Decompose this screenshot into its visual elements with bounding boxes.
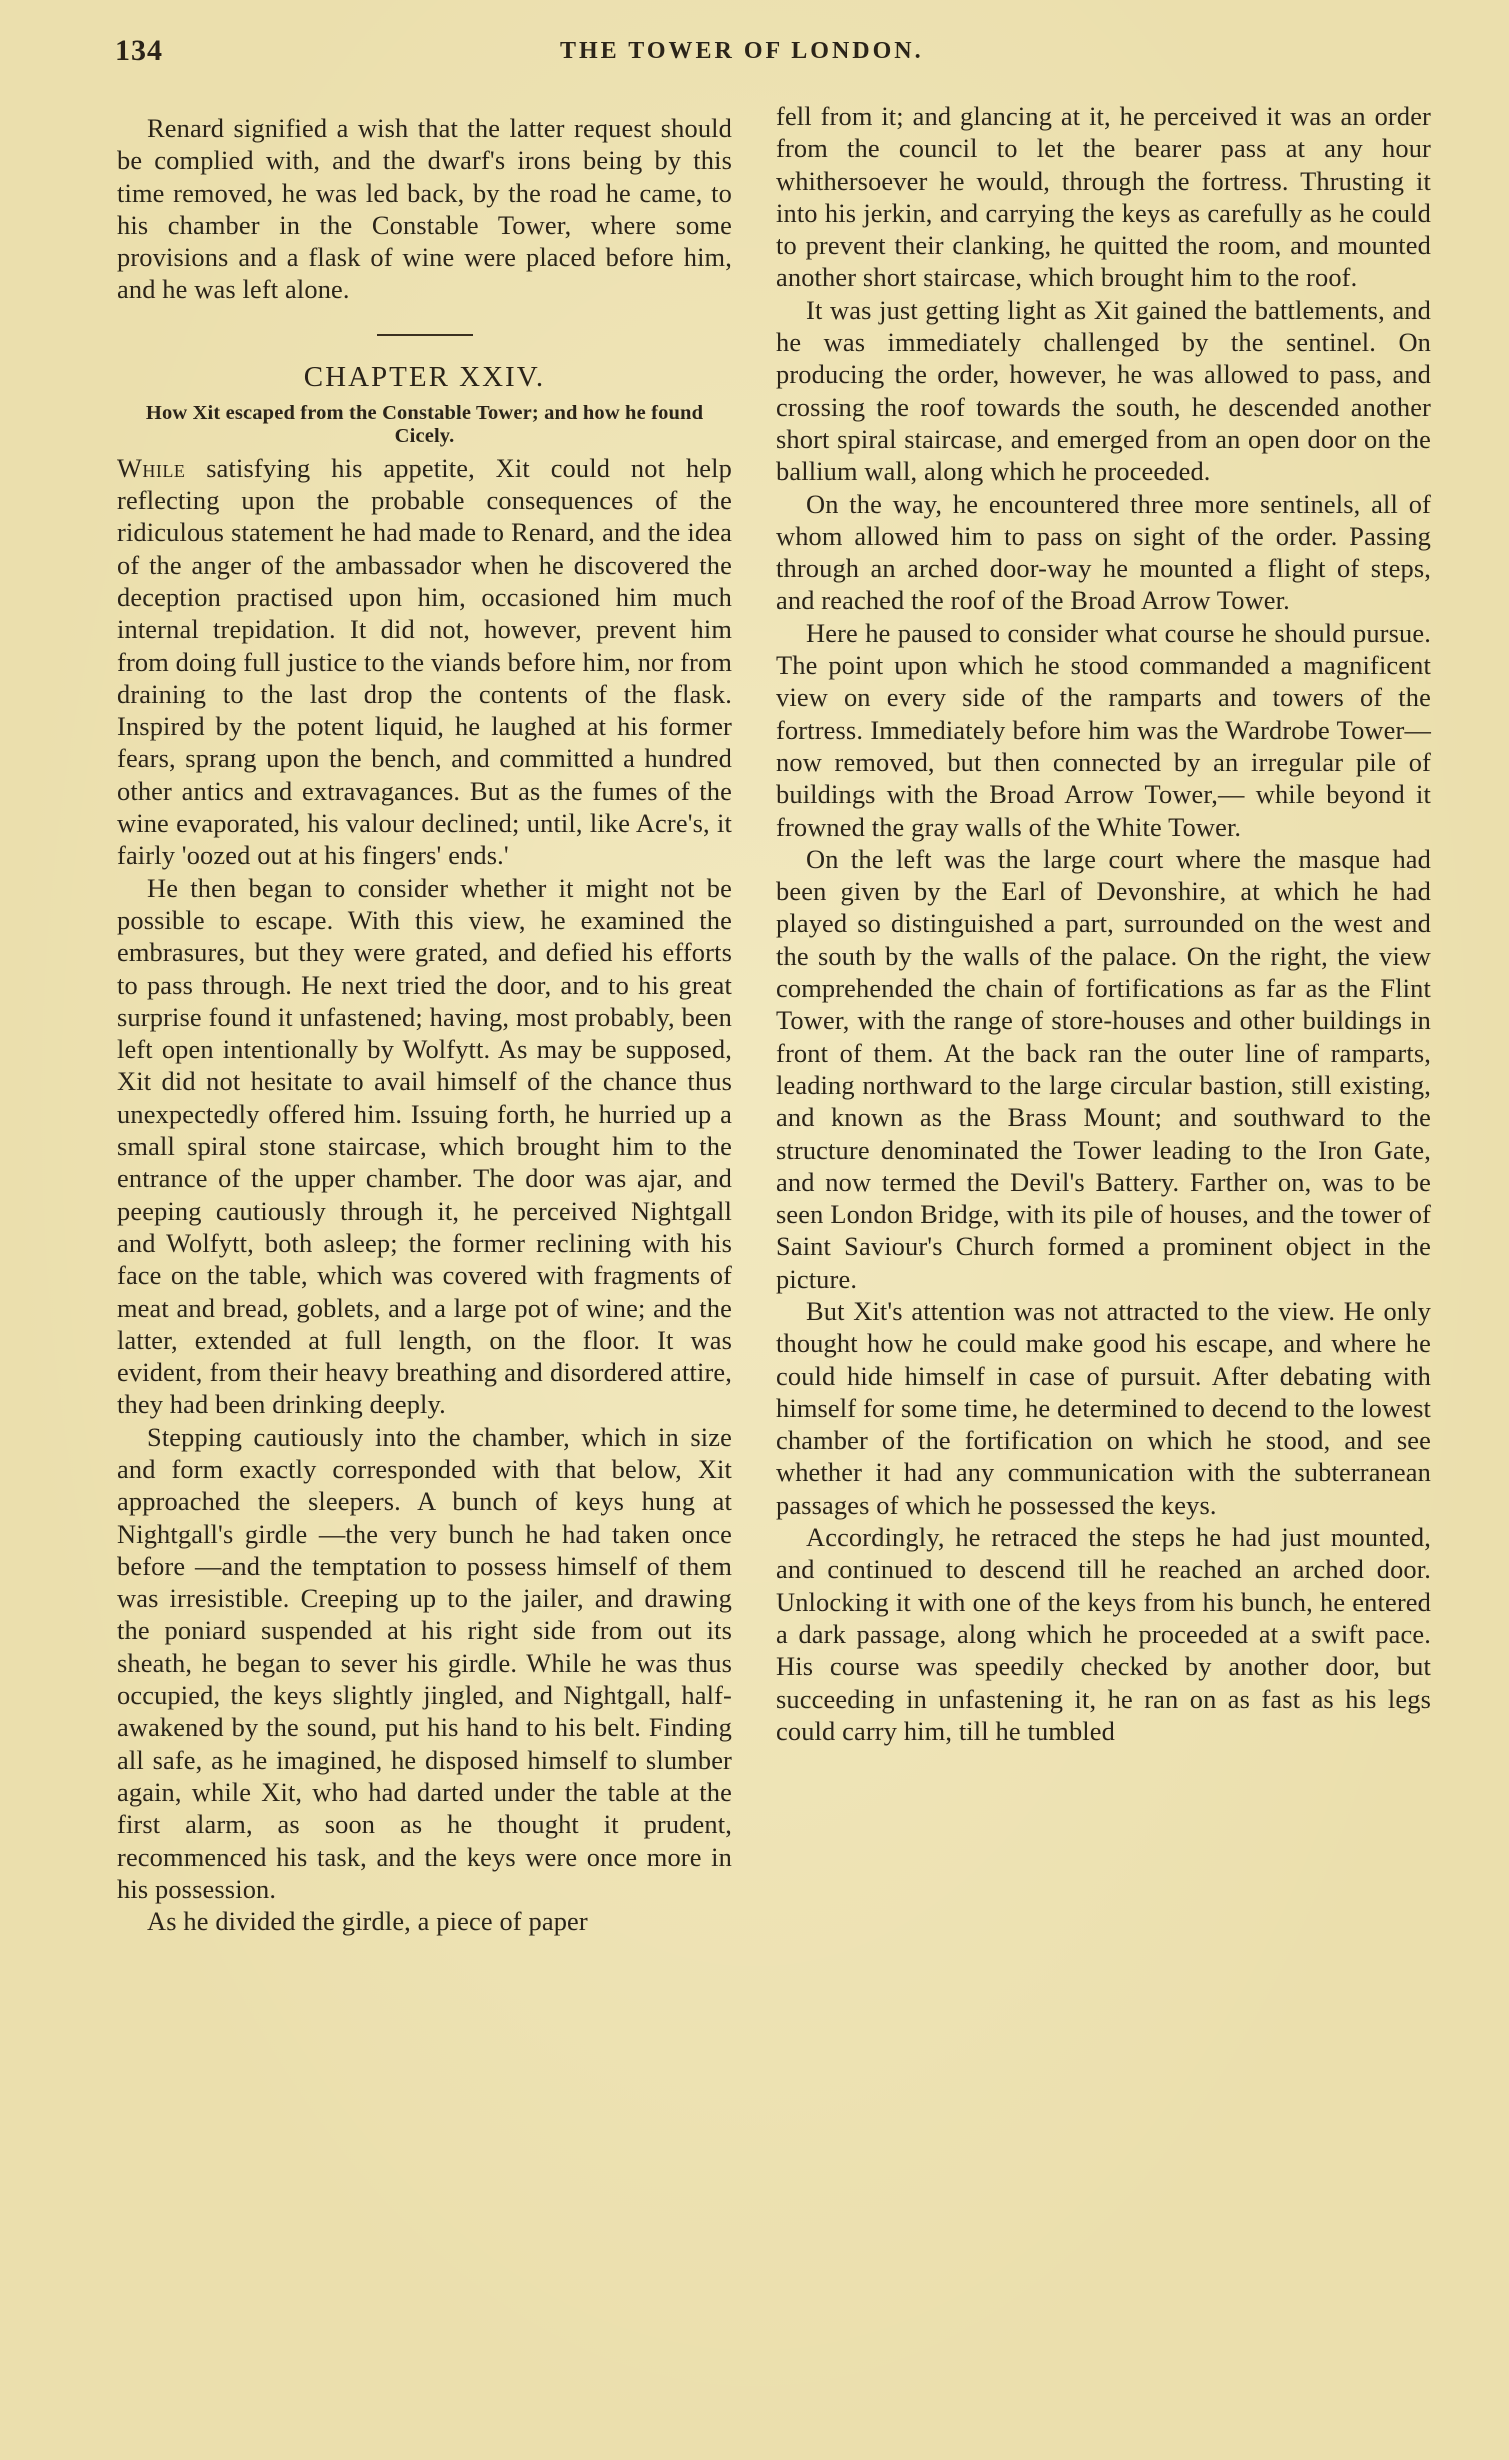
page-number: 134 [115,34,163,67]
left-column [117,112,732,1937]
running-head: THE TOWER OF LONDON. [560,38,924,64]
paragraph: It was just getting light as Xit gained the battlements, and he was immediately challenged by the sentinel. On producing the order, however, he was allowed to pass, and crossing the roof towards the south, he descended another short spiral staircase, and emerged from an open door on the ballium wall, along which he proceeded. [776,294,1431,487]
paragraph: He then began to consider whether it might not be possible to escape. With this view, he examined the embrasures, but they were grated, and defied his efforts to pass through. He next tried the door, and to his great surprise found it unfastened; having, most probably, been left open intentionally by Wolfytt. As may be supposed, Xit did not hesitate to avail himself of the chance thus unexpectedly offered him. Issuing forth, he hurried up a small spiral stone staircase, which brought him to the entrance of the upper chamber. The door was ajar, and peeping cautiously through it, he perceived Nightgall and Wolfytt, both asleep; the former reclining with his face on the table, which was covered with fragments of meat and bread, goblets, and a large pot of wine; and the latter, extended at full length, on the floor. It was evident, from their heavy breathing and disordered attire, they had been drinking deeply. [117,872,732,1420]
paragraph: On the way, he encountered three more sentinels, all of whom allowed him to pass on sight of the order. Passing through an arched door-way he mounted a flight of steps, and reached the roof of the Broad Arrow Tower. [776,488,1431,616]
chapter-first-paragraph [117,452,732,872]
right-column [776,100,1431,1747]
opening-paragraph: Renard signified a wish that the latter request should be complied with, and the dwarf's irons being by this time removed, he was led back, by the road he came, to his chamber in the Constable Tower, where some provisions and a flask of wine were placed before him, and he was left alone. [117,113,732,305]
paragraph: Accordingly, he retraced the steps he had just mounted, and continued to descend till he reached an arched door. Unlocking it with one of the keys from his bunch, he entered a dark passage, along which he proceeded at a swift pace. His course was speedily checked by another door, but succeeding in unfastening it, he ran on as fast as his legs could carry him, till he tumbled [776,1522,1431,1746]
chapter-title: CHAPTER XXIV. [303,360,546,393]
paragraph: As he divided the girdle, a piece of paper [147,1906,588,1937]
chapter-first-word: While [117,452,186,483]
paragraph: But Xit's attention was not attracted to the view. He only thought how he could make good his escape, and where he could hide himself in case of pursuit. After debating with himself for some time, he determined to decend to the lowest chamber of the fortification on which he stood, and see whether it had any communication with the subterranean passages of which he possessed the keys. [776,1295,1431,1520]
paragraph: Stepping cautiously into the chamber, which in size and form exactly corresponded with that below, Xit approached the sleepers. A bunch of keys hung at Nightgall's girdle —the very bunch he had taken once before —and the temptation to possess himself of them was irresistible. Creeping up to the jailer, and drawing the poniard suspended at his right side from out its sheath, he began to sever his girdle. While he was thus occupied, the keys slightly jingled, and Nightgall, half-awakened by the sound, put his hand to his belt. Finding all safe, as he imagined, he disposed himself to slumber again, while Xit, who had darted under the table at the first alarm, as soon as he thought it prudent, recommenced his task, and the keys were once more in his possession. [117,1421,732,1904]
paragraph: On the left was the large court where the masque had been given by the Earl of Devonshire, at which he had played so distinguished a part, surrounded on the west and the south by the walls of the palace. On the right, the view comprehended the chain of fortifications as far as the Flint Tower, with the range of store-houses and other buildings in front of them. At the back ran the outer line of ramparts, leading northward to the large circular bastion, still existing, and known as the Brass Mount; and southward to the structure denominated the Tower leading to the Iron Gate, and now termed the Devil's Battery. Farther on, was to be seen London Bridge, with its pile of houses, and the tower of Saint Saviour's Church formed a prominent object in the picture. [776,843,1431,1294]
paragraph-text: satisfying his appetite, Xit could not help reflecting upon the probable consequences of the ridiculous statement he had made to Renard, and the idea of the anger of the ambassador when he discovered the deception practised upon him, occasioned him much internal trepidation. It did not, however, prevent him from doing full justice to the viands before him, nor from draining to the last drop the contents of the flask. Inspired by the potent liquid, he laughed at his former fears, sprang upon the bench, and committed a hundred other antics and extravagances. But as the fumes of the wine evaporated, his valour declined; until, like Acre's, it fairly 'oozed out at his fingers' ends.' [117,452,732,871]
page-header [115,34,1425,74]
continuation-paragraph: fell from it; and glancing at it, he perceived it was an order from the council to let the bearer pass at any hour whithersoever he would, through the fortress. Thrusting it into his jerkin, and carrying the keys as carefully as he could to prevent their clanking, he quitted the room, and mounted another short staircase, which brought him to the roof. [776,101,1431,293]
section-divider [377,334,473,336]
paragraph: Here he paused to consider what course he should pursue. The point upon which he stood commanded a magnificent view on every side of the ramparts and towers of the fortress. Immediately before him was the Wardrobe Tower—now removed, but then connected by an irregular pile of buildings with the Broad Arrow Tower,— while beyond it frowned the gray walls of the White Tower. [776,617,1431,842]
chapter-subtitle: How Xit escaped from the Constable Tower; and how he found Cicely. [145,401,704,447]
